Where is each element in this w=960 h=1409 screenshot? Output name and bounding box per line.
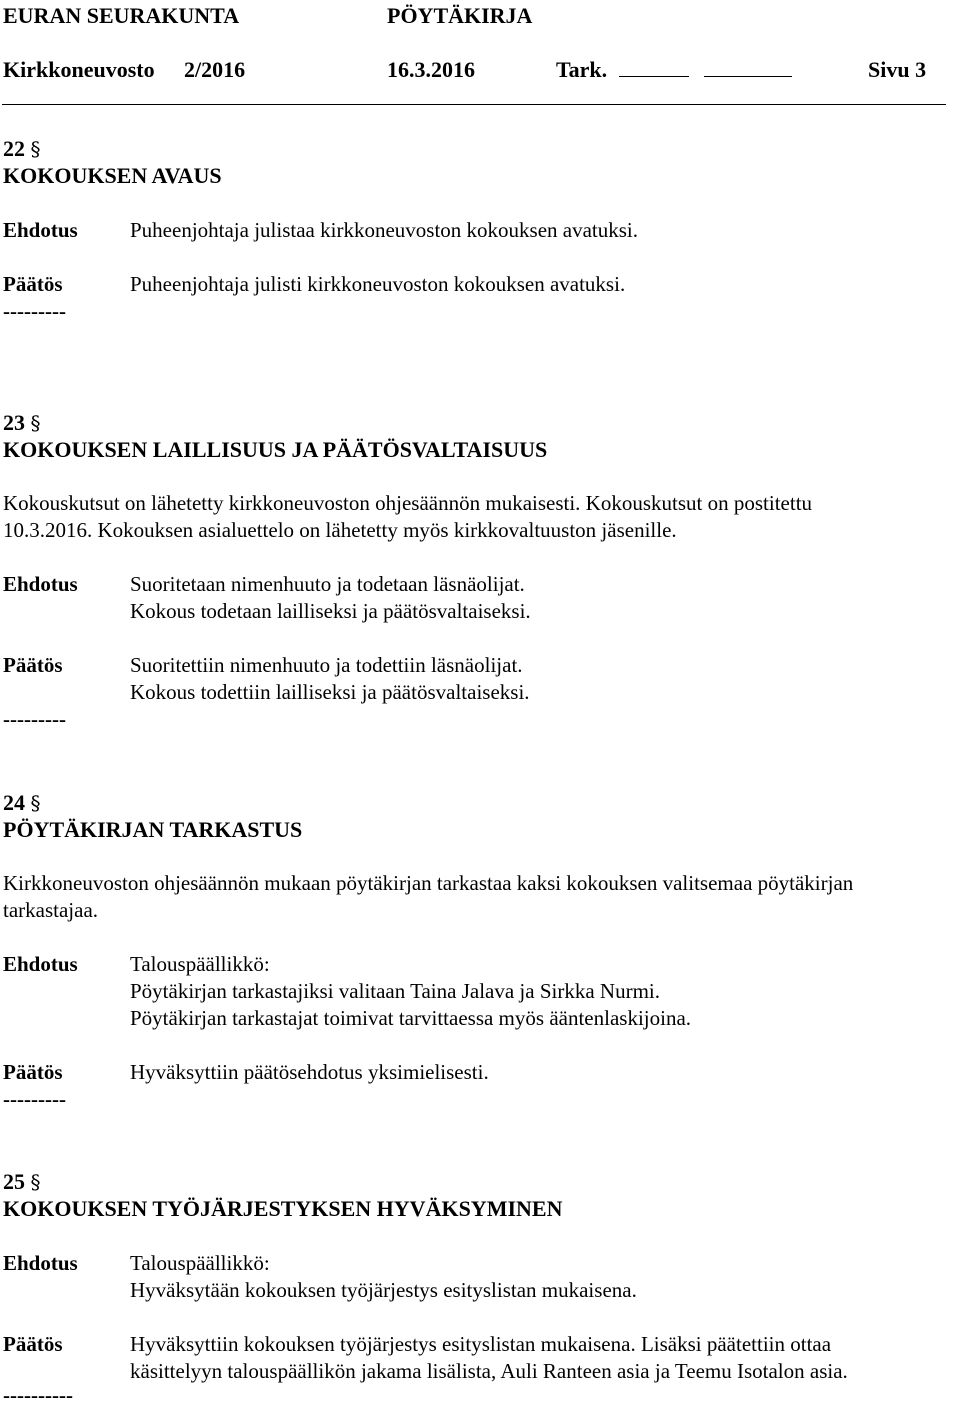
section-23-proposal-label: Ehdotus [3,572,78,596]
section-25-number [3,1168,41,1196]
section-22-title: KOKOUKSEN AVAUS [3,163,222,188]
check-initial-line-2 [704,58,792,77]
section-23-intro-line-1: Kokouskutsut on lähetetty kirkkoneuvoston ohjesäännön mukaisesti. Kokouskutsut on postitettu [3,491,813,515]
check-label [556,56,792,83]
section-23-title: KOKOUKSEN LAILLISUUS JA PÄÄTÖSVALTAISUUS [3,437,548,462]
org-name: EURAN SEURAKUNTA [3,3,240,28]
section-sign-icon: § [30,411,41,435]
section-sign-icon: § [30,137,41,161]
doc-type: PÖYTÄKIRJA [387,3,533,28]
header-rule [2,104,946,105]
section-22-decision-label: Päätös [3,272,63,296]
section-sign-icon: § [30,1170,41,1194]
section-22-number [3,135,41,163]
check-initial-line-1 [619,58,689,77]
section-25-number-text: 25 [3,1169,25,1194]
section-22-decision-line: Puheenjohtaja julisti kirkkoneuvoston kokouksen avatuksi. [130,272,626,296]
section-25-title: KOKOUKSEN TYÖJÄRJESTYKSEN HYVÄKSYMINEN [3,1196,563,1221]
section-22-number-text: 22 [3,136,25,161]
meeting-date: 16.3.2016 [387,57,475,82]
section-24-proposal-line-1: Talouspäällikkö: [130,952,270,976]
section-22-separator: --------- [3,299,66,323]
section-24-intro-line-2: tarkastajaa. [3,898,99,922]
section-23-number [3,409,41,437]
section-25-proposal-line-1: Talouspäällikkö: [130,1251,270,1275]
section-23-proposal-line-2: Kokous todetaan lailliseksi ja päätösvaltaiseksi. [130,599,531,623]
section-24-decision-line: Hyväksyttiin päätösehdotus yksimielisesti. [130,1060,489,1084]
section-23-intro-line-2: 10.3.2016. Kokouksen asialuettelo on lähetetty myös kirkkovaltuuston jäsenille. [3,518,677,542]
section-25-proposal-line-2: Hyväksytään kokouksen työjärjestys esityslistan mukaisena. [130,1278,637,1302]
page-number: Sivu 3 [868,57,927,82]
check-label-text: Tark. [556,57,608,82]
section-24-decision-label: Päätös [3,1060,63,1084]
section-25-decision-line-2: käsittelyyn talouspäällikön jakama lisälista, Auli Ranteen asia ja Teemu Isotalon asia. [130,1359,848,1383]
section-23-proposal-line-1: Suoritetaan nimenhuuto ja todetaan läsnäolijat. [130,572,525,596]
meeting-number: 2/2016 [184,57,246,82]
section-25-decision-line-1: Hyväksyttiin kokouksen työjärjestys esityslistan mukaisena. Lisäksi päätettiin ottaa [130,1332,832,1356]
section-24-number-text: 24 [3,790,25,815]
section-25-separator: ---------- [3,1383,73,1407]
section-23-number-text: 23 [3,410,25,435]
section-23-separator: --------- [3,707,66,731]
section-25-proposal-label: Ehdotus [3,1251,78,1275]
section-24-number [3,789,41,817]
section-24-proposal-line-2: Pöytäkirjan tarkastajiksi valitaan Taina Jalava ja Sirkka Nurmi. [130,979,660,1003]
section-22-proposal-line: Puheenjohtaja julistaa kirkkoneuvoston kokouksen avatuksi. [130,218,638,242]
section-sign-icon: § [30,791,41,815]
section-23-decision-line-1: Suoritettiin nimenhuuto ja todettiin läsnäolijat. [130,653,523,677]
section-25-decision-label: Päätös [3,1332,63,1356]
section-24-separator: --------- [3,1087,66,1111]
section-24-title: PÖYTÄKIRJAN TARKASTUS [3,817,303,842]
section-24-proposal-line-3: Pöytäkirjan tarkastajat toimivat tarvittaessa myös ääntenlaskijoina. [130,1006,692,1030]
section-22-proposal-label: Ehdotus [3,218,78,242]
section-24-proposal-label: Ehdotus [3,952,78,976]
section-24-intro-line-1: Kirkkoneuvoston ohjesäännön mukaan pöytäkirjan tarkastaa kaksi kokouksen valitsemaa pöytäkirjan [3,871,854,895]
section-23-decision-label: Päätös [3,653,63,677]
section-23-decision-line-2: Kokous todettiin lailliseksi ja päätösvaltaiseksi. [130,680,530,704]
meeting-body: Kirkkoneuvosto [3,57,155,82]
